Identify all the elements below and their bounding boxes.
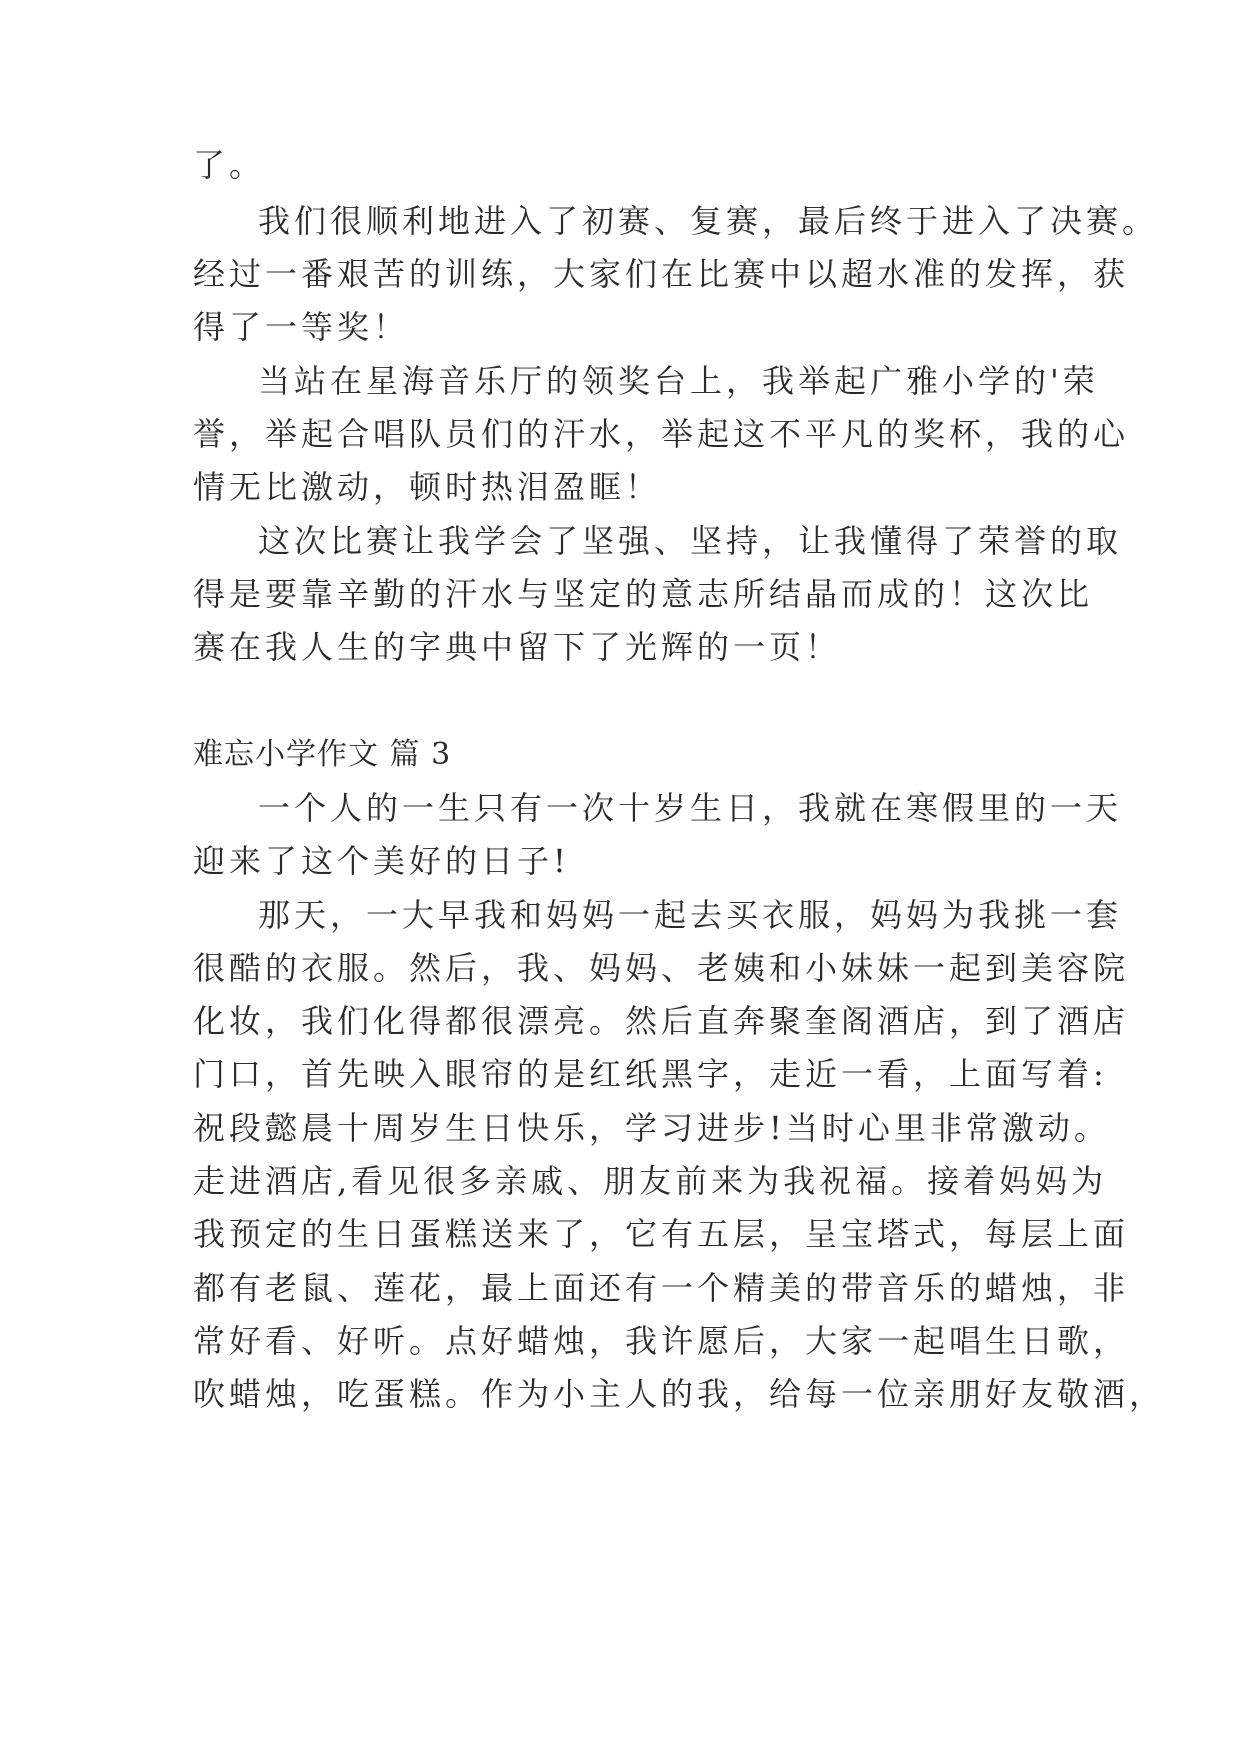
text-line: 得是要靠辛勤的汗水与坚定的意志所结晶而成的！这次比 <box>193 575 1094 613</box>
text-line: 祝段懿晨十周岁生日快乐，学习进步!当时心里非常激动。 <box>193 1109 1110 1147</box>
text-line: 迎来了这个美好的日子! <box>193 842 570 880</box>
text-line: 化妆，我们化得都很漂亮。然后直奔聚奎阁酒店，到了酒店 <box>193 1002 1130 1040</box>
text-line: 了。 <box>193 146 266 184</box>
paragraph-start-line: 我们很顺利地进入了初赛、复赛，最后终于进入了决赛。 <box>258 202 1159 240</box>
text-line: 情无比激动，顿时热泪盈眶！ <box>193 468 662 506</box>
text-line: 门口，首先映入眼帘的是红纸黑字，走近一看，上面写着: <box>193 1055 1108 1093</box>
section-heading: 难忘小学作文 篇 3 <box>193 737 452 772</box>
text-line: 走进酒店,看见很多亲戚、朋友前来为我祝福。接着妈妈为 <box>193 1162 1108 1200</box>
text-line: 赛在我人生的字典中留下了光辉的一页！ <box>193 628 842 666</box>
text-line: 都有老鼠、莲花，最上面还有一个精美的带音乐的蜡烛，非 <box>193 1269 1130 1307</box>
paragraph-start-line: 那天，一大早我和妈妈一起去买衣服，妈妈为我挑一套 <box>258 896 1123 934</box>
text-line: 经过一番艰苦的训练，大家们在比赛中以超水准的发挥，获 <box>193 255 1130 293</box>
text-line: 吹蜡烛，吃蛋糕。作为小主人的我，给每一位亲朋好友敬酒， <box>193 1375 1166 1413</box>
paragraph-start-line: 当站在星海音乐厅的领奖台上，我举起广雅小学的'荣 <box>258 362 1099 400</box>
paragraph-start-line: 这次比赛让我学会了坚强、坚持，让我懂得了荣誉的取 <box>258 522 1123 560</box>
text-line: 常好看、好听。点好蜡烛，我许愿后，大家一起唱生日歌， <box>193 1322 1130 1360</box>
text-line: 誉，举起合唱队员们的汗水，举起这不平凡的奖杯，我的心 <box>193 415 1130 453</box>
text-line: 很酷的衣服。然后，我、妈妈、老姨和小妹妹一起到美容院 <box>193 949 1130 987</box>
paragraph-start-line: 一个人的一生只有一次十岁生日，我就在寒假里的一天 <box>258 789 1123 827</box>
text-line: 得了一等奖！ <box>193 308 410 346</box>
text-line: 我预定的生日蛋糕送来了，它有五层，呈宝塔式，每层上面 <box>193 1215 1130 1253</box>
